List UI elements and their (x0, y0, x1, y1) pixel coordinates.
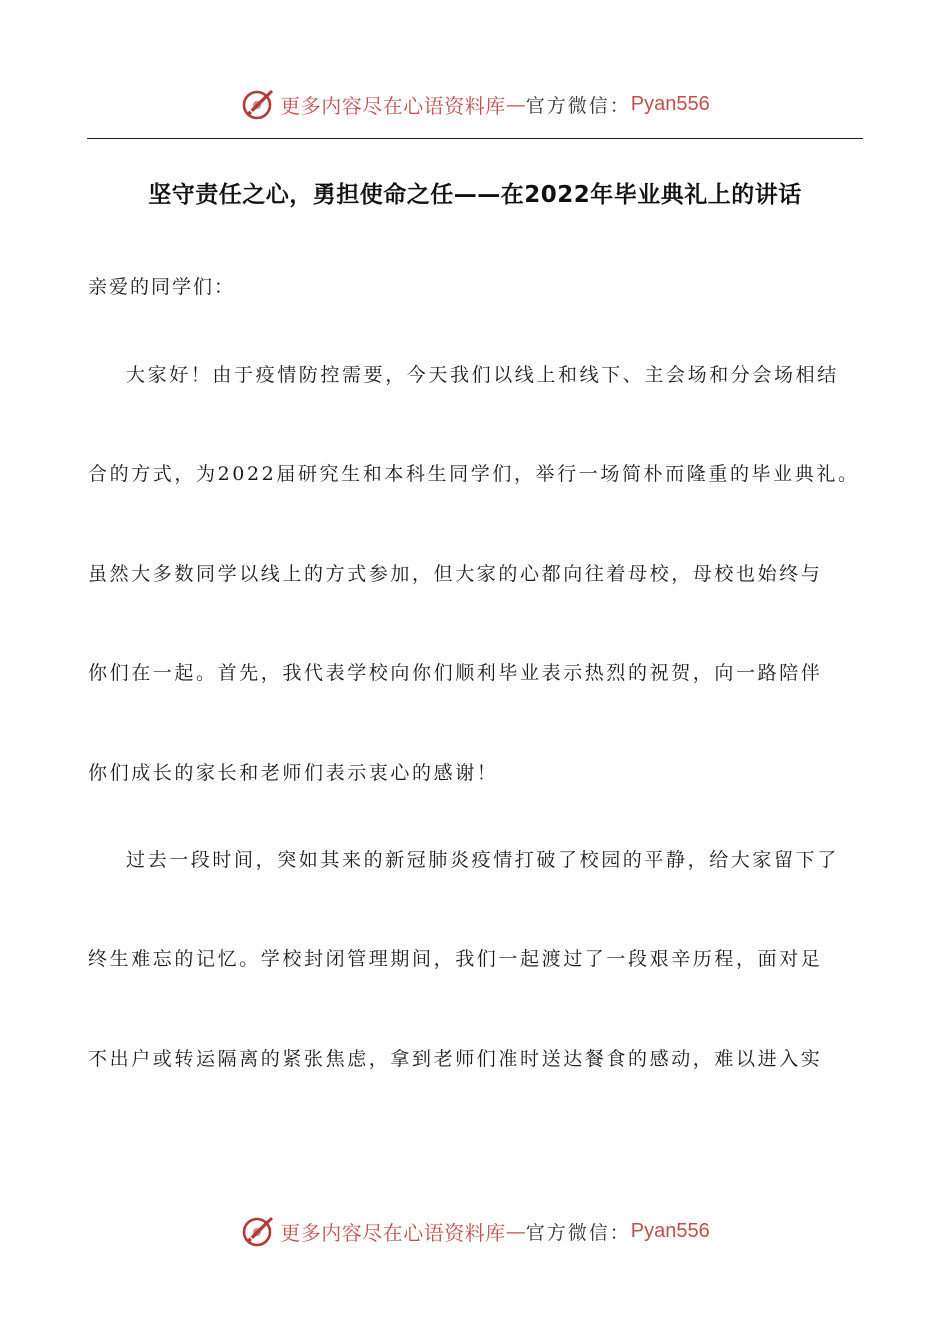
page-header (0, 82, 950, 126)
paragraph-line: 大家好！由于疫情防控需要，今天我们以线上和线下、主会场和分会场相结 (126, 364, 839, 386)
paragraph-line: 你们在一起。首先，我代表学校向你们顺利毕业表示热烈的祝贺，向一路陪伴 (88, 662, 823, 684)
paragraph-line: 过去一段时间，突如其来的新冠肺炎疫情打破了校园的平静，给大家留下了 (126, 849, 839, 871)
wechat-label: 官方微信： (525, 94, 631, 117)
page-footer (0, 1209, 950, 1253)
brand-name: 更多内容尽在心语资料库 (280, 93, 506, 118)
paragraph-line: 不出户或转运隔离的紧张焦虑，拿到老师们准时送达餐食的感动，难以进入实 (88, 1048, 823, 1070)
wechat-label: 官方微信： (525, 1221, 631, 1244)
brush-pen-logo-icon (240, 86, 276, 122)
paragraph-line: 合的方式，为2022届研究生和本科生同学们，举行一场简朴而隆重的毕业典礼。 (88, 463, 860, 485)
header-divider (87, 138, 863, 139)
salutation: 亲爱的同学们： (88, 276, 236, 298)
brand-name: 更多内容尽在心语资料库 (280, 1220, 506, 1245)
brand-dash: — (505, 1219, 526, 1243)
document-title: 坚守责任之心，勇担使命之任——在2022年毕业典礼上的讲话 (148, 182, 802, 208)
paragraph-line: 终生难忘的记忆。学校封闭管理期间，我们一起渡过了一段艰辛历程，面对足 (88, 948, 823, 970)
wechat-id: Pyan556 (630, 1219, 710, 1242)
paragraph-line: 你们成长的家长和老师们表示衷心的感谢！ (88, 762, 499, 784)
wechat-id: Pyan556 (630, 92, 710, 115)
brand-dash: — (505, 92, 526, 116)
paragraph-line: 虽然大多数同学以线上的方式参加，但大家的心都向往着母校，母校也始终与 (88, 563, 823, 585)
brush-pen-logo-icon (240, 1213, 276, 1249)
